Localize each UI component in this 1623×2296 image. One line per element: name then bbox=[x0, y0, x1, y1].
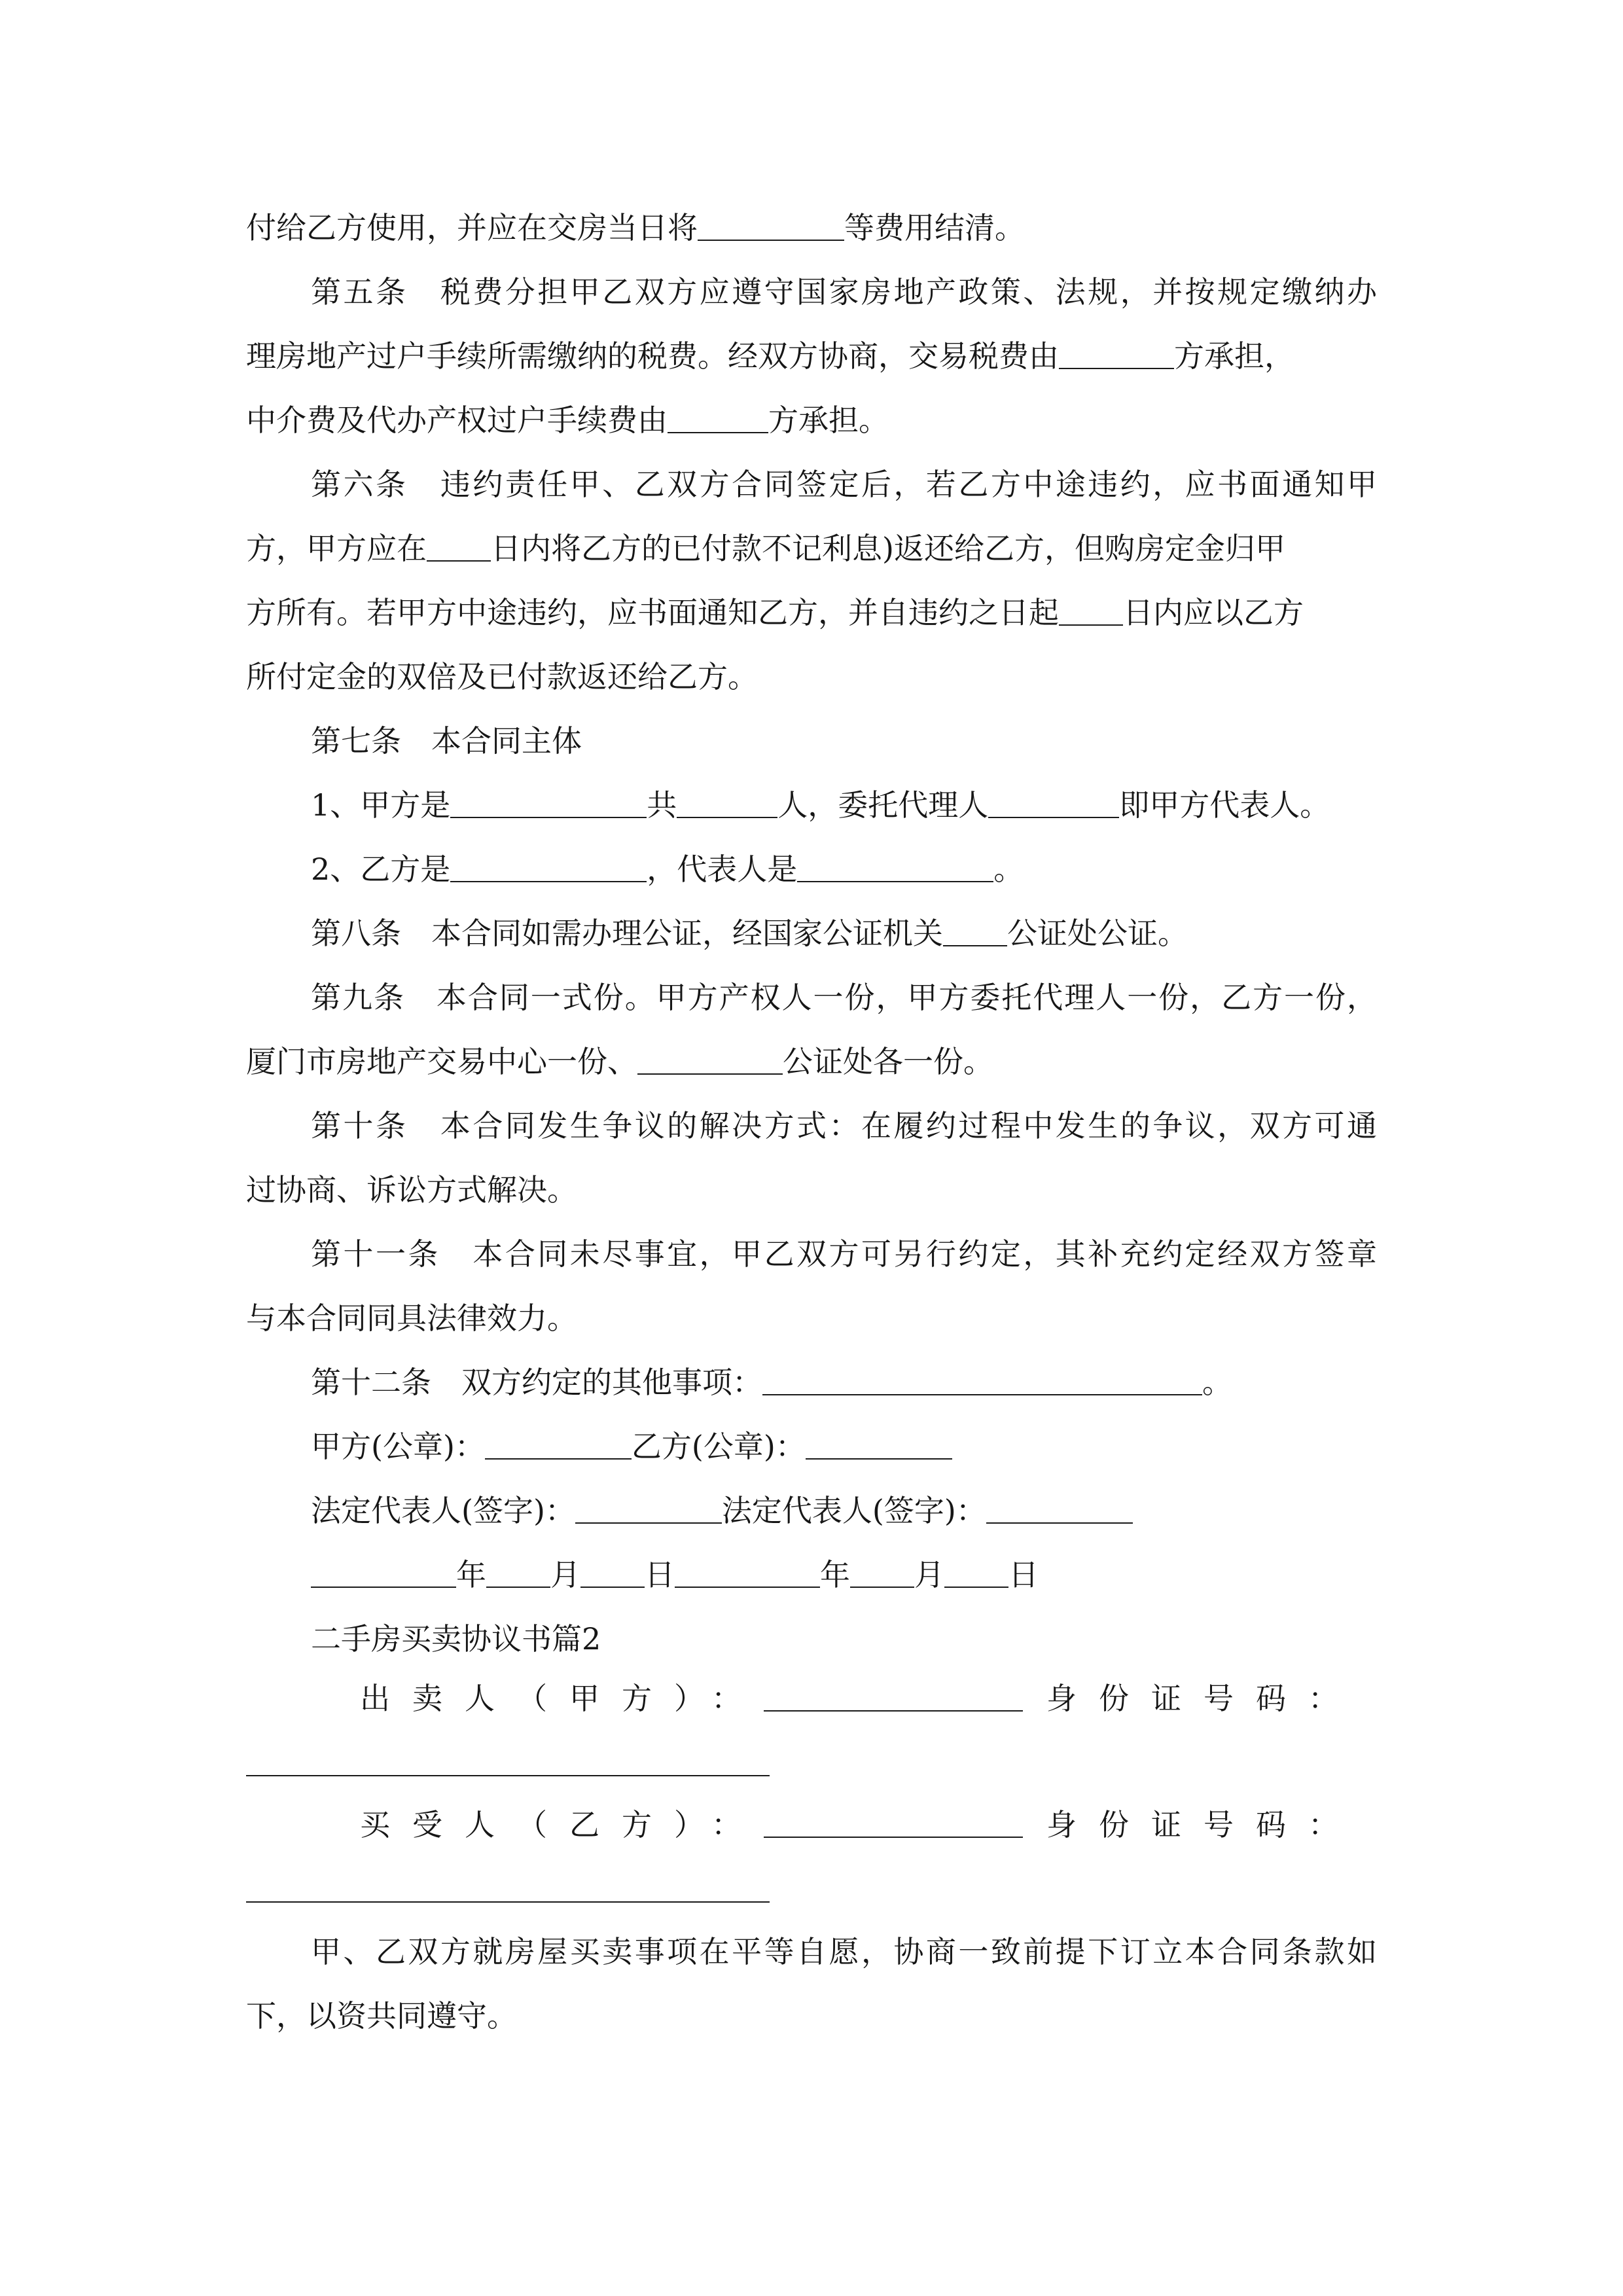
seller-id-blank bbox=[246, 1775, 770, 1776]
date-line: 年 月 日 年 月 日 bbox=[311, 1555, 1039, 1594]
article-12: 第十二条 双方约定的其他事项： 。 bbox=[311, 1365, 1232, 1400]
fill-blank bbox=[637, 1043, 783, 1075]
article-9-line-2: 厦门市房地产交易中心一份、 公证处各一份。 bbox=[246, 1044, 993, 1079]
fill-blank bbox=[988, 787, 1119, 818]
article-5-line-2: 理房地产过户手续所需缴纳的税费。经双方协商，交易税费由 方承担， bbox=[246, 338, 1294, 374]
article-5-line-3: 中介费及代办产权过户手续费由 方承担。 bbox=[246, 403, 889, 438]
buyer-id-blank bbox=[246, 1901, 770, 1903]
section-2-title: 二手房买卖协议书篇2 bbox=[311, 1621, 601, 1657]
article-6-line-3: 方所有。若甲方中途违约，应书面通知乙方，并自违约之日起 日内应以乙方 bbox=[246, 595, 1304, 630]
article-10-line-1: 第十条 本合同发生争议的解决方式：在履约过程中发生的争议，双方可通 bbox=[311, 1108, 1377, 1143]
article-11-line-2: 与本合同同具法律效力。 bbox=[246, 1300, 577, 1336]
buyer-line: 买受人（乙方）： 身份证号码： bbox=[360, 1807, 1361, 1842]
article-5-line-1: 第五条 税费分担甲乙双方应遵守国家房地产政策、法规，并按规定缴纳办 bbox=[311, 274, 1377, 310]
fill-blank bbox=[575, 1492, 722, 1524]
fill-blank bbox=[450, 851, 647, 882]
fill-blank bbox=[427, 530, 491, 562]
fill-blank bbox=[797, 851, 993, 882]
fill-blank bbox=[311, 1556, 456, 1588]
article-9-line-1: 第九条 本合同一式份。甲方产权人一份，甲方委托代理人一份，乙方一份， bbox=[311, 980, 1377, 1015]
fill-blank bbox=[764, 1806, 1023, 1838]
fill-blank bbox=[698, 209, 844, 241]
seal-line: 甲方(公章)： 乙方(公章)： bbox=[311, 1427, 952, 1466]
fill-blank bbox=[806, 1428, 952, 1460]
article-6-line-4: 所付定金的双倍及已付款返还给乙方。 bbox=[246, 659, 758, 694]
fill-blank bbox=[944, 1556, 1008, 1588]
fill-blank bbox=[762, 1364, 1202, 1395]
article-7-title: 第七条 本合同主体 bbox=[311, 723, 582, 759]
section-2-intro-line-2: 下，以资共同遵守。 bbox=[246, 1998, 517, 2034]
article-6-line-2: 方，甲方应在 日内将乙方的已付款不记利息)返还给乙方，但购房定金归甲 bbox=[246, 531, 1285, 566]
article-8: 第八条 本合同如需办理公证，经国家公证机关 公证处公证。 bbox=[311, 916, 1188, 951]
article-10-line-2: 过协商、诉讼方式解决。 bbox=[246, 1172, 577, 1208]
fill-blank bbox=[850, 1556, 914, 1588]
article-6-line-1: 第六条 违约责任甲、乙双方合同签定后，若乙方中途违约，应书面通知甲 bbox=[311, 467, 1377, 502]
fill-blank bbox=[668, 402, 768, 433]
article-11-line-1: 第十一条 本合同未尽事宜，甲乙双方可另行约定，其补充约定经双方签章 bbox=[311, 1236, 1377, 1272]
fill-blank bbox=[764, 1680, 1023, 1712]
fill-blank bbox=[486, 1556, 550, 1588]
fill-blank bbox=[485, 1428, 632, 1460]
fill-blank bbox=[580, 1556, 645, 1588]
fill-blank bbox=[943, 915, 1007, 946]
section-2-intro-line-1: 甲、乙双方就房屋买卖事项在平等自愿，协商一致前提下订立本合同条款如 bbox=[311, 1934, 1377, 1969]
fill-blank bbox=[677, 787, 777, 818]
fill-blank bbox=[1059, 338, 1174, 369]
fill-blank bbox=[675, 1556, 820, 1588]
article-7-line-1: 1、甲方是 共 人，委托代理人 即甲方代表人。 bbox=[311, 787, 1330, 823]
fill-blank bbox=[986, 1492, 1133, 1524]
signature-line: 法定代表人(签字)： 法定代表人(签字)： bbox=[311, 1491, 1133, 1530]
fill-blank bbox=[450, 787, 647, 818]
seller-line: 出卖人（甲方）： 身份证号码： bbox=[360, 1681, 1361, 1716]
fill-blank bbox=[1059, 594, 1123, 626]
paragraph-line: 付给乙方使用，并应在交房当日将 等费用结清。 bbox=[246, 210, 1025, 245]
article-7-line-2: 2、乙方是 ，代表人是 。 bbox=[311, 852, 1024, 887]
